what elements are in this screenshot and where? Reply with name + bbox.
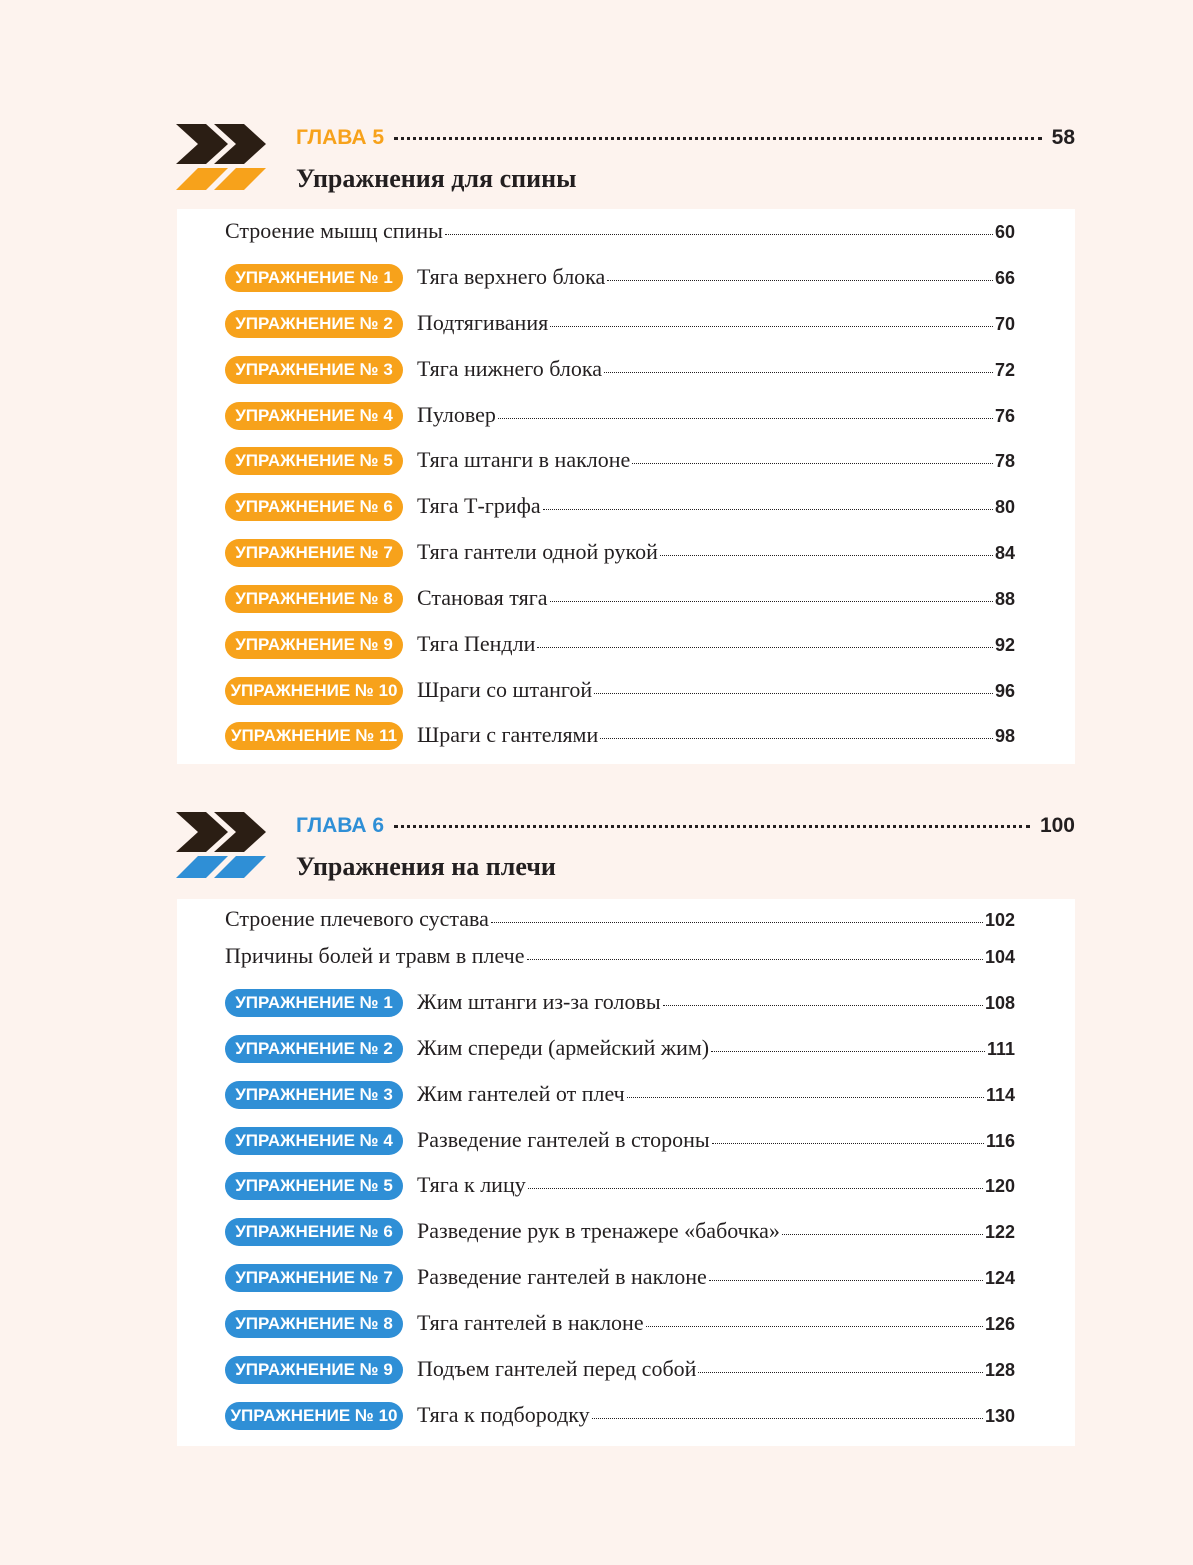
entry-page-number: 84 <box>994 543 1015 563</box>
toc-entry[interactable] <box>225 1402 1015 1431</box>
dot-leader <box>782 1234 983 1235</box>
dot-leader <box>663 1005 983 1006</box>
entry-title: Тяга Т-грифа <box>417 493 541 518</box>
toc-entry[interactable] <box>225 493 1015 522</box>
chevrons-icon <box>176 812 272 878</box>
entry-title: Шраги со штангой <box>417 677 593 702</box>
entry-page-number: 116 <box>985 1131 1015 1151</box>
dot-leader <box>592 1418 983 1419</box>
exercise-badge: УПРАЖНЕНИЕ № 3 <box>225 1081 403 1109</box>
toc-entry[interactable] <box>225 1127 1015 1156</box>
entry-page-number: 111 <box>986 1039 1015 1059</box>
dot-leader <box>550 326 993 327</box>
chapter-heading[interactable] <box>296 126 1075 150</box>
dot-leader <box>600 738 993 739</box>
toc-entry[interactable] <box>225 1172 1015 1201</box>
toc-entry[interactable] <box>225 1310 1015 1339</box>
toc-panel <box>177 209 1075 764</box>
dot-leader <box>698 1372 983 1373</box>
entry-title: Тяга штанги в наклоне <box>417 447 631 472</box>
entry-title: Тяга гантелей в наклоне <box>417 1310 644 1335</box>
entry-page-number: 122 <box>984 1222 1015 1242</box>
exercise-badge: УПРАЖНЕНИЕ № 7 <box>225 1264 403 1292</box>
toc-entry[interactable] <box>225 722 1015 751</box>
chapter-label: ГЛАВА 6 <box>296 814 385 837</box>
chapter-title: Упражнения для спины <box>296 164 577 193</box>
entry-title: Пуловер <box>417 402 496 427</box>
entry-page-number: 72 <box>994 360 1015 380</box>
entry-title: Становая тяга <box>417 585 548 610</box>
exercise-badge: УПРАЖНЕНИЕ № 2 <box>225 1035 403 1063</box>
exercise-badge: УПРАЖНЕНИЕ № 5 <box>225 447 403 475</box>
toc-entry[interactable] <box>225 1081 1015 1110</box>
entry-title: Жим спереди (армейский жим) <box>417 1035 710 1060</box>
entry-title: Причины болей и травм в плече <box>225 943 525 968</box>
chevrons-icon <box>176 124 272 190</box>
toc-entry[interactable] <box>225 264 1015 293</box>
dot-leader <box>604 372 993 373</box>
entry-page-number: 128 <box>984 1360 1015 1380</box>
dot-leader <box>709 1280 983 1281</box>
toc-entry[interactable] <box>225 539 1015 568</box>
toc-entry[interactable] <box>225 1035 1015 1064</box>
dot-leader <box>394 137 1042 140</box>
toc-entry[interactable] <box>225 1264 1015 1293</box>
toc-entry[interactable] <box>225 585 1015 614</box>
exercise-badge: УПРАЖНЕНИЕ № 8 <box>225 585 403 613</box>
dot-leader <box>491 922 983 923</box>
entry-page-number: 70 <box>994 314 1015 334</box>
toc-entry[interactable] <box>225 677 1015 706</box>
toc-entry[interactable] <box>225 943 1015 969</box>
exercise-badge: УПРАЖНЕНИЕ № 9 <box>225 631 403 659</box>
dot-leader <box>632 463 993 464</box>
dot-leader <box>550 601 993 602</box>
entry-title: Жим штанги из-за головы <box>417 989 661 1014</box>
toc-panel <box>177 899 1075 1446</box>
entry-page-number: 120 <box>984 1176 1015 1196</box>
entry-page-number: 60 <box>994 222 1015 242</box>
entry-title: Тяга к лицу <box>417 1172 526 1197</box>
exercise-badge: УПРАЖНЕНИЕ № 7 <box>225 539 403 567</box>
exercise-badge: УПРАЖНЕНИЕ № 4 <box>225 402 403 430</box>
entry-title: Тяга верхнего блока <box>417 264 606 289</box>
entry-page-number: 80 <box>994 497 1015 517</box>
exercise-badge: УПРАЖНЕНИЕ № 10 <box>225 677 403 705</box>
entry-page-number: 104 <box>984 947 1015 967</box>
entry-title: Тяга гантели одной рукой <box>417 539 658 564</box>
chapter-heading[interactable] <box>296 814 1075 838</box>
entry-page-number: 92 <box>994 635 1015 655</box>
entry-page-number: 76 <box>994 406 1015 426</box>
entry-page-number: 124 <box>984 1268 1015 1288</box>
entry-page-number: 66 <box>994 268 1015 288</box>
dot-leader <box>394 825 1030 828</box>
exercise-badge: УПРАЖНЕНИЕ № 2 <box>225 310 403 338</box>
chapter-page-number: 58 <box>1051 126 1075 149</box>
chapter-title: Упражнения на плечи <box>296 852 556 881</box>
toc-entry[interactable] <box>225 310 1015 339</box>
toc-entry[interactable] <box>225 906 1015 932</box>
dot-leader <box>607 280 993 281</box>
exercise-badge: УПРАЖНЕНИЕ № 3 <box>225 356 403 384</box>
toc-entry[interactable] <box>225 1356 1015 1385</box>
exercise-badge: УПРАЖНЕНИЕ № 6 <box>225 1218 403 1246</box>
dot-leader <box>646 1326 983 1327</box>
exercise-badge: УПРАЖНЕНИЕ № 9 <box>225 1356 403 1384</box>
toc-entry[interactable] <box>225 402 1015 431</box>
entry-title: Разведение рук в тренажере «бабочка» <box>417 1218 780 1243</box>
entry-title: Подъем гантелей перед собой <box>417 1356 697 1381</box>
dot-leader <box>445 234 993 235</box>
exercise-badge: УПРАЖНЕНИЕ № 8 <box>225 1310 403 1338</box>
chapter-label: ГЛАВА 5 <box>296 126 385 149</box>
dot-leader <box>527 959 983 960</box>
exercise-badge: УПРАЖНЕНИЕ № 1 <box>225 264 403 292</box>
dot-leader <box>537 647 993 648</box>
toc-entry[interactable] <box>225 447 1015 476</box>
entry-page-number: 114 <box>985 1085 1015 1105</box>
dot-leader <box>627 1097 984 1098</box>
entry-title: Строение плечевого сустава <box>225 906 489 931</box>
exercise-badge: УПРАЖНЕНИЕ № 10 <box>225 1402 403 1430</box>
entry-page-number: 96 <box>994 681 1015 701</box>
entry-title: Тяга Пендли <box>417 631 536 656</box>
toc-entry[interactable] <box>225 989 1015 1018</box>
entry-title: Строение мышц спины <box>225 218 443 243</box>
dot-leader <box>594 693 993 694</box>
entry-title: Тяга нижнего блока <box>417 356 603 381</box>
entry-title: Разведение гантелей в стороны <box>417 1127 710 1152</box>
exercise-badge: УПРАЖНЕНИЕ № 1 <box>225 989 403 1017</box>
dot-leader <box>543 509 993 510</box>
entry-page-number: 108 <box>984 993 1015 1013</box>
entry-title: Жим гантелей от плеч <box>417 1081 625 1106</box>
toc-entry[interactable] <box>225 1218 1015 1247</box>
entry-page-number: 98 <box>994 726 1015 746</box>
chapter-page-number: 100 <box>1039 814 1075 837</box>
dot-leader <box>660 555 993 556</box>
entry-page-number: 126 <box>984 1314 1015 1334</box>
entry-title: Подтягивания <box>417 310 549 335</box>
exercise-badge: УПРАЖНЕНИЕ № 5 <box>225 1172 403 1200</box>
entry-page-number: 78 <box>994 451 1015 471</box>
entry-title: Тяга к подбородку <box>417 1402 590 1427</box>
dot-leader <box>712 1143 984 1144</box>
dot-leader <box>528 1188 983 1189</box>
exercise-badge: УПРАЖНЕНИЕ № 4 <box>225 1127 403 1155</box>
entry-page-number: 130 <box>984 1406 1015 1426</box>
dot-leader <box>498 418 993 419</box>
entry-title: Шраги с гантелями <box>417 722 599 747</box>
entry-title: Разведение гантелей в наклоне <box>417 1264 707 1289</box>
exercise-badge: УПРАЖНЕНИЕ № 6 <box>225 493 403 521</box>
entry-page-number: 88 <box>994 589 1015 609</box>
toc-entry[interactable] <box>225 218 1015 244</box>
entry-page-number: 102 <box>984 910 1015 930</box>
exercise-badge: УПРАЖНЕНИЕ № 11 <box>225 722 403 750</box>
toc-entry[interactable] <box>225 356 1015 385</box>
toc-entry[interactable] <box>225 631 1015 660</box>
dot-leader <box>711 1051 985 1052</box>
